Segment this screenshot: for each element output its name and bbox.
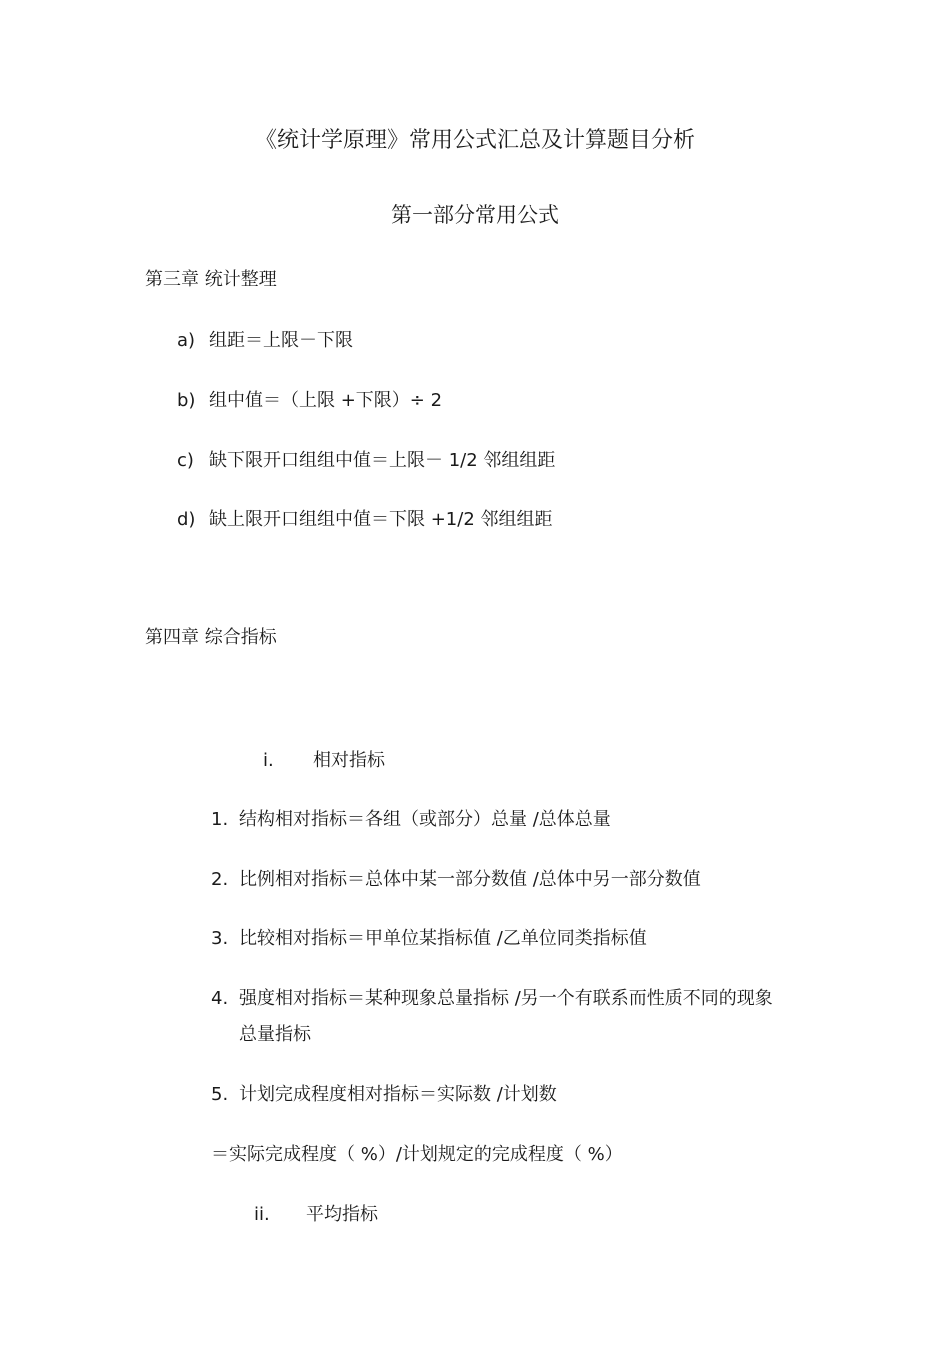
item-text: 计划完成程度相对指标＝实际数 /计划数: [239, 1084, 557, 1105]
item-label: a): [177, 330, 196, 351]
section-heading: [254, 1203, 378, 1227]
list-item: [211, 1083, 557, 1107]
list-item: [177, 329, 353, 353]
list-item: [177, 508, 553, 532]
item-text: 比例相对指标＝总体中某一部分数值 /总体中另一部分数值: [239, 869, 701, 890]
list-item: [177, 389, 442, 413]
item-label: c): [177, 450, 194, 471]
chapter-3-heading: 第三章 统计整理: [145, 269, 277, 290]
list-item: [211, 868, 701, 892]
document-title: 《统计学原理》常用公式汇总及计算题目分析: [254, 128, 695, 153]
formula-continuation: ＝实际完成程度（ %）/计划规定的完成程度（ %）: [211, 1144, 623, 1165]
item-text: 组距＝上限－下限: [209, 330, 353, 351]
item-label: 5.: [211, 1084, 229, 1105]
item-label: 2.: [211, 869, 229, 890]
item-label: 1.: [211, 809, 229, 830]
list-item: [211, 808, 611, 832]
item-label: 3.: [211, 928, 229, 949]
item-text: 结构相对指标＝各组（或部分）总量 /总体总量: [239, 809, 611, 830]
list-item: [211, 987, 773, 1011]
section-text: 平均指标: [306, 1204, 378, 1225]
part-title: 第一部分常用公式: [391, 203, 559, 227]
item-text: 比较相对指标＝甲单位某指标值 /乙单位同类指标值: [239, 928, 647, 949]
section-heading: [263, 749, 385, 773]
item-text: 组中值＝（上限 +下限）÷ 2: [209, 390, 443, 411]
item-label: d): [177, 509, 196, 530]
item-text: 缺下限开口组组中值＝上限－ 1/2 邻组组距: [209, 450, 556, 471]
item-label: 4.: [211, 988, 229, 1009]
list-item: [177, 449, 555, 473]
chapter-4-heading: 第四章 综合指标: [145, 627, 277, 648]
section-label: i.: [263, 750, 274, 771]
item-continuation: 总量指标: [239, 1024, 311, 1045]
item-text: 强度相对指标＝某种现象总量指标 /另一个有联系而性质不同的现象: [239, 988, 773, 1009]
item-label: b): [177, 390, 196, 411]
section-label: ii.: [254, 1204, 270, 1225]
section-text: 相对指标: [313, 750, 385, 771]
list-item: [211, 927, 647, 951]
item-text: 缺上限开口组组中值＝下限 +1/2 邻组组距: [209, 509, 553, 530]
